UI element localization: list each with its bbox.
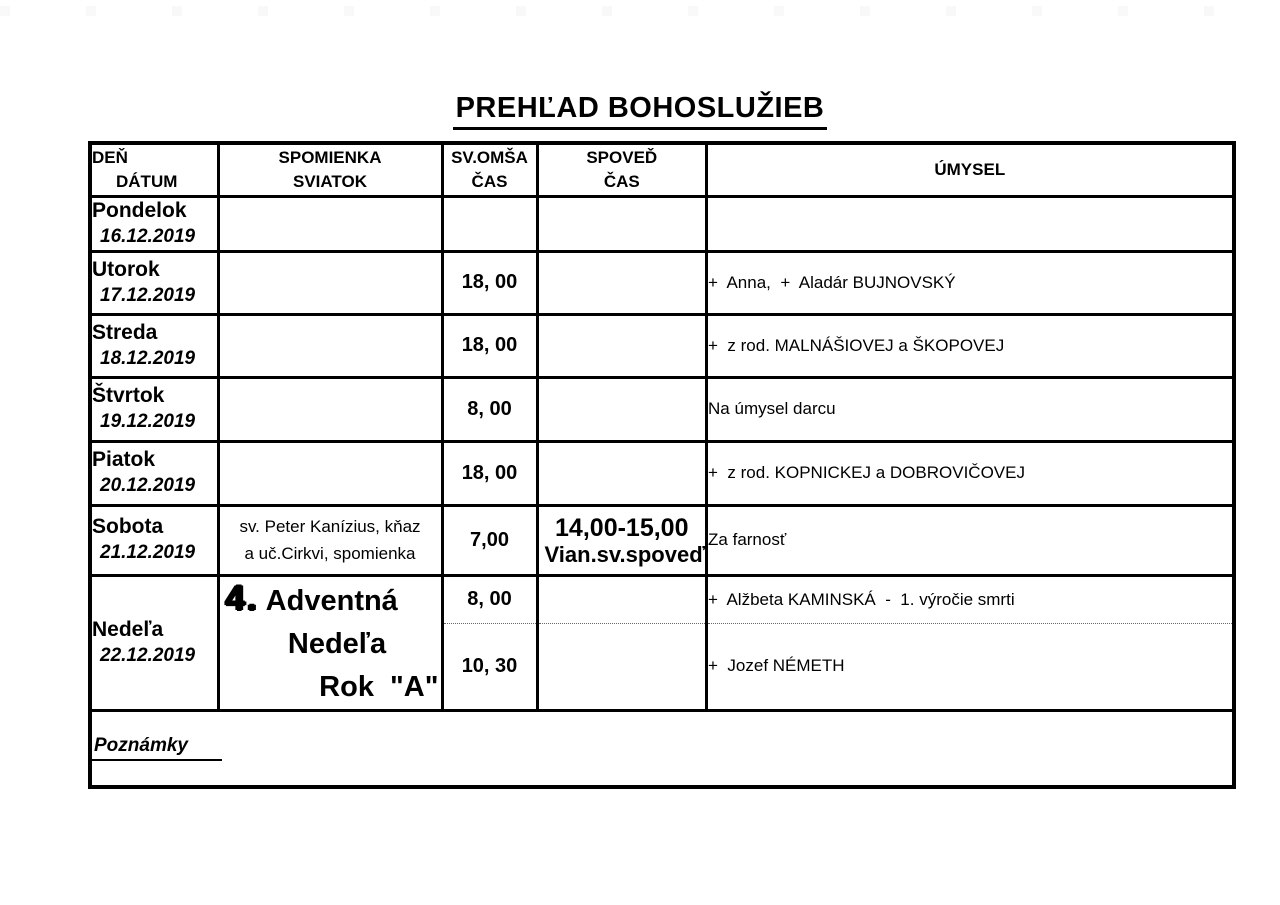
intention-cell: + Jozef NÉMETH bbox=[707, 624, 1234, 710]
day-cell bbox=[90, 505, 218, 575]
header-intention-label: ÚMYSEL bbox=[934, 159, 1006, 179]
day-cell bbox=[90, 377, 218, 441]
header-confession-time bbox=[537, 143, 707, 196]
mass-time-cell: 18, 00 bbox=[442, 314, 537, 377]
intention-cell: + z rod. MALNÁŠIOVEJ a ŠKOPOVEJ bbox=[707, 314, 1234, 377]
header-memorial-label: SPOMIENKA bbox=[278, 147, 382, 167]
day-date: 21.12.2019 bbox=[100, 542, 196, 563]
mass-time-cell: 18, 00 bbox=[442, 441, 537, 505]
feast-line3: Rok "A" bbox=[319, 670, 439, 703]
mass-time-cell: 8, 00 bbox=[442, 575, 537, 624]
confession-cell bbox=[537, 251, 707, 314]
memorial-line1: sv. Peter Kanízius, kňaz bbox=[239, 517, 421, 536]
day-date: 16.12.2019 bbox=[100, 225, 196, 247]
table-row-monday bbox=[90, 196, 1234, 251]
day-name: Streda bbox=[92, 320, 158, 344]
feast-line1 bbox=[220, 577, 441, 623]
confession-cell bbox=[537, 505, 707, 575]
mass-time-cell: 8, 00 bbox=[442, 377, 537, 441]
mass-time-cell: 18, 00 bbox=[442, 251, 537, 314]
notes-cell bbox=[90, 710, 1234, 787]
header-row bbox=[90, 143, 1234, 196]
page-title bbox=[0, 92, 1280, 130]
header-date-label: DÁTUM bbox=[116, 171, 178, 191]
confession-cell bbox=[537, 441, 707, 505]
memorial-line2: a uč.Cirkvi, spomienka bbox=[244, 544, 416, 563]
confession-note: Vian.sv.spoveď bbox=[544, 542, 706, 567]
memorial-cell bbox=[218, 505, 442, 575]
intention-cell: + z rod. KOPNICKEJ a DOBROVIČOVEJ bbox=[707, 441, 1234, 505]
day-date: 18.12.2019 bbox=[100, 347, 196, 369]
day-name: Utorok bbox=[92, 257, 160, 281]
mass-time-cell: 10, 30 bbox=[442, 624, 537, 710]
day-name: Štvrtok bbox=[92, 384, 165, 407]
memorial-cell bbox=[218, 377, 442, 441]
day-date: 20.12.2019 bbox=[100, 475, 196, 496]
day-name: Piatok bbox=[92, 448, 156, 471]
mass-time-cell: 7,00 bbox=[442, 505, 537, 575]
intention-cell: + Alžbeta KAMINSKÁ - 1. výročie smrti bbox=[707, 575, 1234, 624]
memorial-cell bbox=[218, 196, 442, 251]
memorial-cell bbox=[218, 314, 442, 377]
table-row-sunday-first-mass bbox=[90, 575, 1234, 624]
intention-cell: + Anna, + Aladár BUJNOVSKÝ bbox=[707, 251, 1234, 314]
feast-word1: Adventná bbox=[258, 584, 398, 617]
day-name: Sobota bbox=[92, 515, 164, 538]
notes-row bbox=[90, 710, 1234, 787]
day-date: 19.12.2019 bbox=[100, 411, 196, 432]
intention-cell: Za farnosť bbox=[707, 505, 1234, 575]
day-cell bbox=[90, 251, 218, 314]
header-confession-label: SPOVEĎ bbox=[586, 147, 658, 167]
intention-cell bbox=[707, 196, 1234, 251]
feast-number: 4. bbox=[225, 578, 259, 618]
day-date: 22.12.2019 bbox=[100, 644, 196, 666]
header-feast-label: SVIATOK bbox=[293, 171, 367, 191]
header-memorial bbox=[218, 143, 442, 196]
confession-cell bbox=[537, 575, 707, 624]
header-mass-time-label: ČAS bbox=[471, 171, 508, 191]
memorial-cell bbox=[218, 251, 442, 314]
intention-cell: Na úmysel darcu bbox=[707, 377, 1234, 441]
confession-cell bbox=[537, 314, 707, 377]
day-date: 17.12.2019 bbox=[100, 284, 196, 306]
memorial-cell bbox=[218, 441, 442, 505]
header-confession-time-label: ČAS bbox=[603, 171, 640, 191]
table-row-wednesday bbox=[90, 314, 1234, 377]
header-day-label: DEŇ bbox=[92, 147, 128, 167]
confession-hours: 14,00-15,00 bbox=[555, 514, 689, 542]
day-name: Nedeľa bbox=[92, 617, 164, 641]
mass-schedule-table bbox=[88, 141, 1236, 789]
mass-time-cell bbox=[442, 196, 537, 251]
header-mass-label: SV.OMŠA bbox=[451, 147, 528, 167]
table-row-thursday bbox=[90, 377, 1234, 441]
table-row-tuesday bbox=[90, 251, 1234, 314]
table-row-friday bbox=[90, 441, 1234, 505]
day-cell bbox=[90, 441, 218, 505]
confession-cell bbox=[537, 624, 707, 710]
day-cell bbox=[90, 575, 218, 710]
day-cell bbox=[90, 314, 218, 377]
confession-cell bbox=[537, 377, 707, 441]
header-intention bbox=[707, 143, 1234, 196]
notes-label: Poznámky bbox=[92, 735, 222, 761]
header-day-date bbox=[90, 143, 218, 196]
table-row-saturday bbox=[90, 505, 1234, 575]
page-title-text: PREHĽAD BOHOSLUŽIEB bbox=[453, 92, 828, 130]
scan-artifact-dashes bbox=[0, 6, 1280, 16]
day-name: Pondelok bbox=[92, 198, 187, 222]
feast-cell bbox=[218, 575, 442, 710]
header-mass-time bbox=[442, 143, 537, 196]
day-cell bbox=[90, 196, 218, 251]
feast-line2: Nedeľa bbox=[287, 627, 387, 660]
confession-cell bbox=[537, 196, 707, 251]
